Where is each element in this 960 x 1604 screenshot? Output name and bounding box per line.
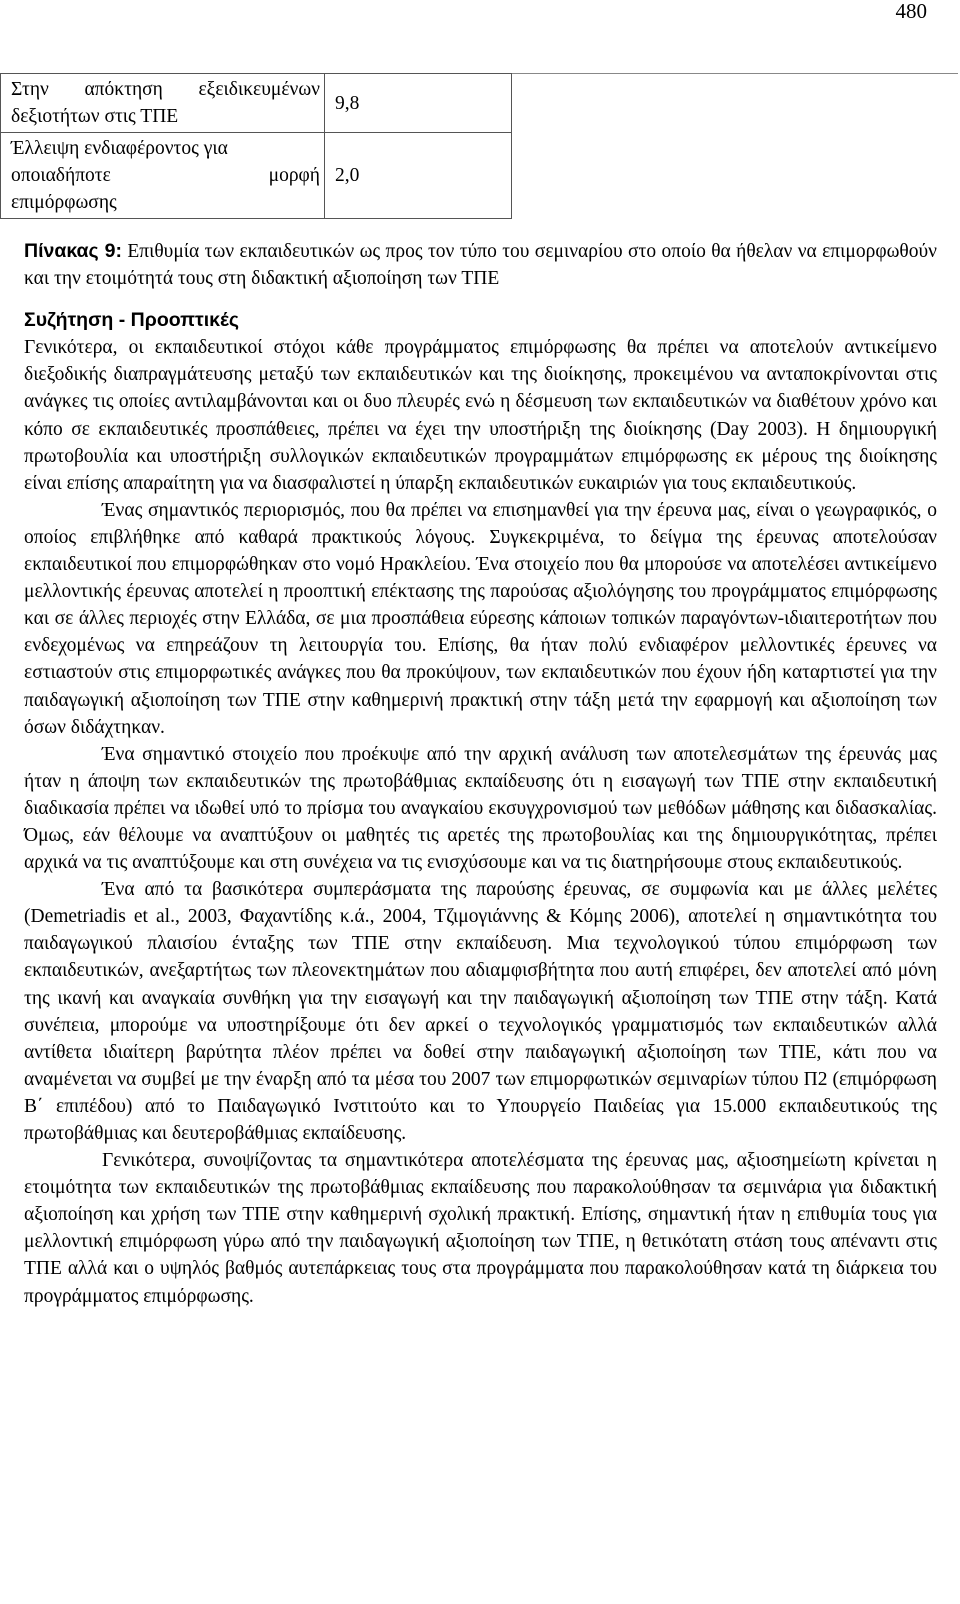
- section-heading: Συζήτηση - Προοπτικές: [24, 309, 239, 332]
- table-cell-label: [1, 133, 325, 219]
- paragraph: Ένα από τα βασικότερα συμπεράσματα της παρούσης έρευνας, σε συμφωνία και με άλλες μελέτες (Demetriadis et al., 2003, Φαχαντίδης κ.ά., 2004, Τζιμογιάννης & Κόμης 2006), αποτελεί η σημαντικότητα του παιδαγωγικού πλαισίου ένταξης των ΤΠΕ στην εκπαίδευση. Μια τεχνολογικού τύπου επιμόρφωση των εκπαιδευτικών, ανεξαρτήτως των πλεονεκτημάτων που αδιαμφισβήτητα που αυτή επιφέρει, δεν αποτελεί από μόνη της ικανή και αναγκαία συνθήκη για την εισαγωγή και την παιδαγωγική αξιοποίηση των ΤΠΕ στην τάξη. Κατά συνέπεια, μπορούμε να υποστηρίξουμε ότι δεν αρκεί ο τεχνολογικός γραμματισμός των εκπαιδευτικών αλλά αντίθετα ιδιαίτερη βαρύτητα πλέον πρέπει να δοθεί στην παιδαγωγική αξιοποίηση των ΤΠΕ, κάτι που να αναμένεται να συμβεί με την έναρξη από τα μέσα του 2007 των επιμορφωτικών σεμιναρίων τύπου Π2 (επιμόρφωση Β΄ επιπέδου) από το Παιδαγωγικό Ινστιτούτο και το Υπουργείο Παιδείας για 15.000 εκπαιδευτικούς της πρωτοβάθμιας και δευτεροβάθμιας εκπαίδευσης.: [24, 879, 937, 1144]
- caption-text: Επιθυμία των εκπαιδευτικών ως προς τον τύπο του σεμιναρίου στο οποίο θα ήθελαν να επιμορφωθούν και την ετοιμότητά τους στη διδακτική αξιοποίηση των ΤΠΕ: [24, 241, 937, 290]
- table-label-text: οποιαδήποτε: [11, 165, 111, 186]
- table-label-line: επιμόρφωσης: [11, 192, 117, 213]
- table-caption: [24, 238, 937, 292]
- paragraph: Γενικότερα, οι εκπαιδευτικοί στόχοι κάθε προγράμματος επιμόρφωσης θα πρέπει να αποτελούν αντικείμενο διεξοδικής διαπραγμάτευσης μεταξύ των εκπαιδευτικών και της διοίκησης, προκειμένου να ανταποκρίνονται στις ανάγκες τις οποίες αντιλαμβάνονται και οι δυο πλευρές ενώ η δέσμευση των εκπαιδευτικών να διαθέτουν χρόνο και κόπο σε εκπαιδευτικές προσπάθειες, πρέπει να έχει την υποστήριξη της διοίκησης (Day 2003). Η δημιουργική πρωτοβουλία και υποστήριξη συλλογικών εκπαιδευτικών προγραμμάτων επιμόρφωσης εκ μέρους της διοίκησης είναι επίσης απαραίτητη για να διασφαλιστεί η ύπαρξη εκπαιδευτικών ευκαιριών για τους εκπαιδευτικούς.: [24, 337, 937, 494]
- table-label-line: [11, 135, 320, 162]
- paragraph: Ένα σημαντικό στοιχείο που προέκυψε από την αρχική ανάλυση των αποτελεσμάτων της έρευνάς μας ήταν η άποψη των εκπαιδευτικών της πρωτοβάθμιας εκπαίδευσης ότι η εισαγωγή των ΤΠΕ στην εκπαιδευτική διαδικασία πρέπει να ιδωθεί υπό το πρίσμα του αναγκαίου εκσυγχρονισμού των μεθόδων μάθησης και διδασκαλίας. Όμως, εάν θέλουμε να αναπτύξουν οι μαθητές τις αρετές της πρωτοβουλίας και της δημιουργικότητας, πρέπει αρχικά να τις αναπτύξουμε και στη συνέχεια να τις ενισχύσουμε και να τις διατηρήσουμε στους εκπαιδευτικούς.: [24, 743, 937, 874]
- document-body: [24, 238, 937, 1310]
- results-table: [0, 73, 512, 219]
- page-number: 480: [895, 0, 927, 23]
- table-label-text: Έλλειψη ενδιαφέροντος για: [11, 138, 228, 159]
- table-cell-label: Στην απόκτηση εξειδικευμένων δεξιοτήτων στις ΤΠΕ: [1, 74, 325, 133]
- table-row: [1, 74, 512, 133]
- table-cell-value: 2,0: [325, 133, 512, 219]
- table-label-text: μορφή: [268, 165, 320, 186]
- table-row: [1, 133, 512, 219]
- paragraph: Ένας σημαντικός περιορισμός, που θα πρέπει να επισημανθεί για την έρευνα μας, είναι ο γεωγραφικός, ο οποίος επιβλήθηκε από καθαρά πρακτικούς λόγους. Συγκεκριμένα, το δείγμα της έρευνας αποτελούσαν εκπαιδευτικοί που επιμορφώθηκαν στο νομό Ηρακλείου. Ένα στοιχείο που θα μπορούσε να αποτελέσει αντικείμενο μελλοντικής έρευνας αποτελεί η προοπτική επέκτασης της παρούσας αξιολόγησης του προγράμματος επιμόρφωσης και σε άλλες περιοχές στην Ελλάδα, σε μια προσπάθεια εύρεσης κάποιων τοπικών παραγόντων-ιδιαιτεροτήτων που ενδεχομένως να επηρεάζουν τη λειτουργία του. Επίσης, θα ήταν πολύ ενδιαφέρον μελλοντικές έρευνες να εστιαστούν στις επιμορφωτικές ανάγκες που θα προκύψουν, των εκπαιδευτικών που έχουν ήδη καταρτιστεί για την παιδαγωγική αξιοποίηση των ΤΠΕ στην καθημερινή πρακτική στην τάξη μετά την εφαρμογή και αξιοποίηση των όσων διδάχτηκαν.: [24, 499, 937, 738]
- caption-label: Πίνακας 9:: [24, 240, 122, 262]
- table-label-line: [11, 162, 320, 189]
- table-cell-value: 9,8: [325, 74, 512, 133]
- paragraph: Γενικότερα, συνοψίζοντας τα σημαντικότερα αποτελέσματα της έρευνας μας, αξιοσημείωτη κρίνεται η ετοιμότητα των εκπαιδευτικών της πρωτοβάθμιας εκπαίδευσης που παρακολούθησαν τα σεμινάρια για διδακτική αξιοποίηση και χρήση των ΤΠΕ στην καθημερινή σχολική πρακτική. Επίσης, σημαντική ήταν η επιθυμία τους για μελλοντική επιμόρφωση γύρω από την παιδαγωγική αξιοποίηση των ΤΠΕ, η θετικότατη στάση τους απέναντι στις ΤΠΕ αλλά και ο υψηλός βαθμός αυτεπάρκειας τους στα προγράμματα που παρακολούθησαν κατά τη διάρκεια του προγράμματος επιμόρφωσης.: [24, 1150, 937, 1307]
